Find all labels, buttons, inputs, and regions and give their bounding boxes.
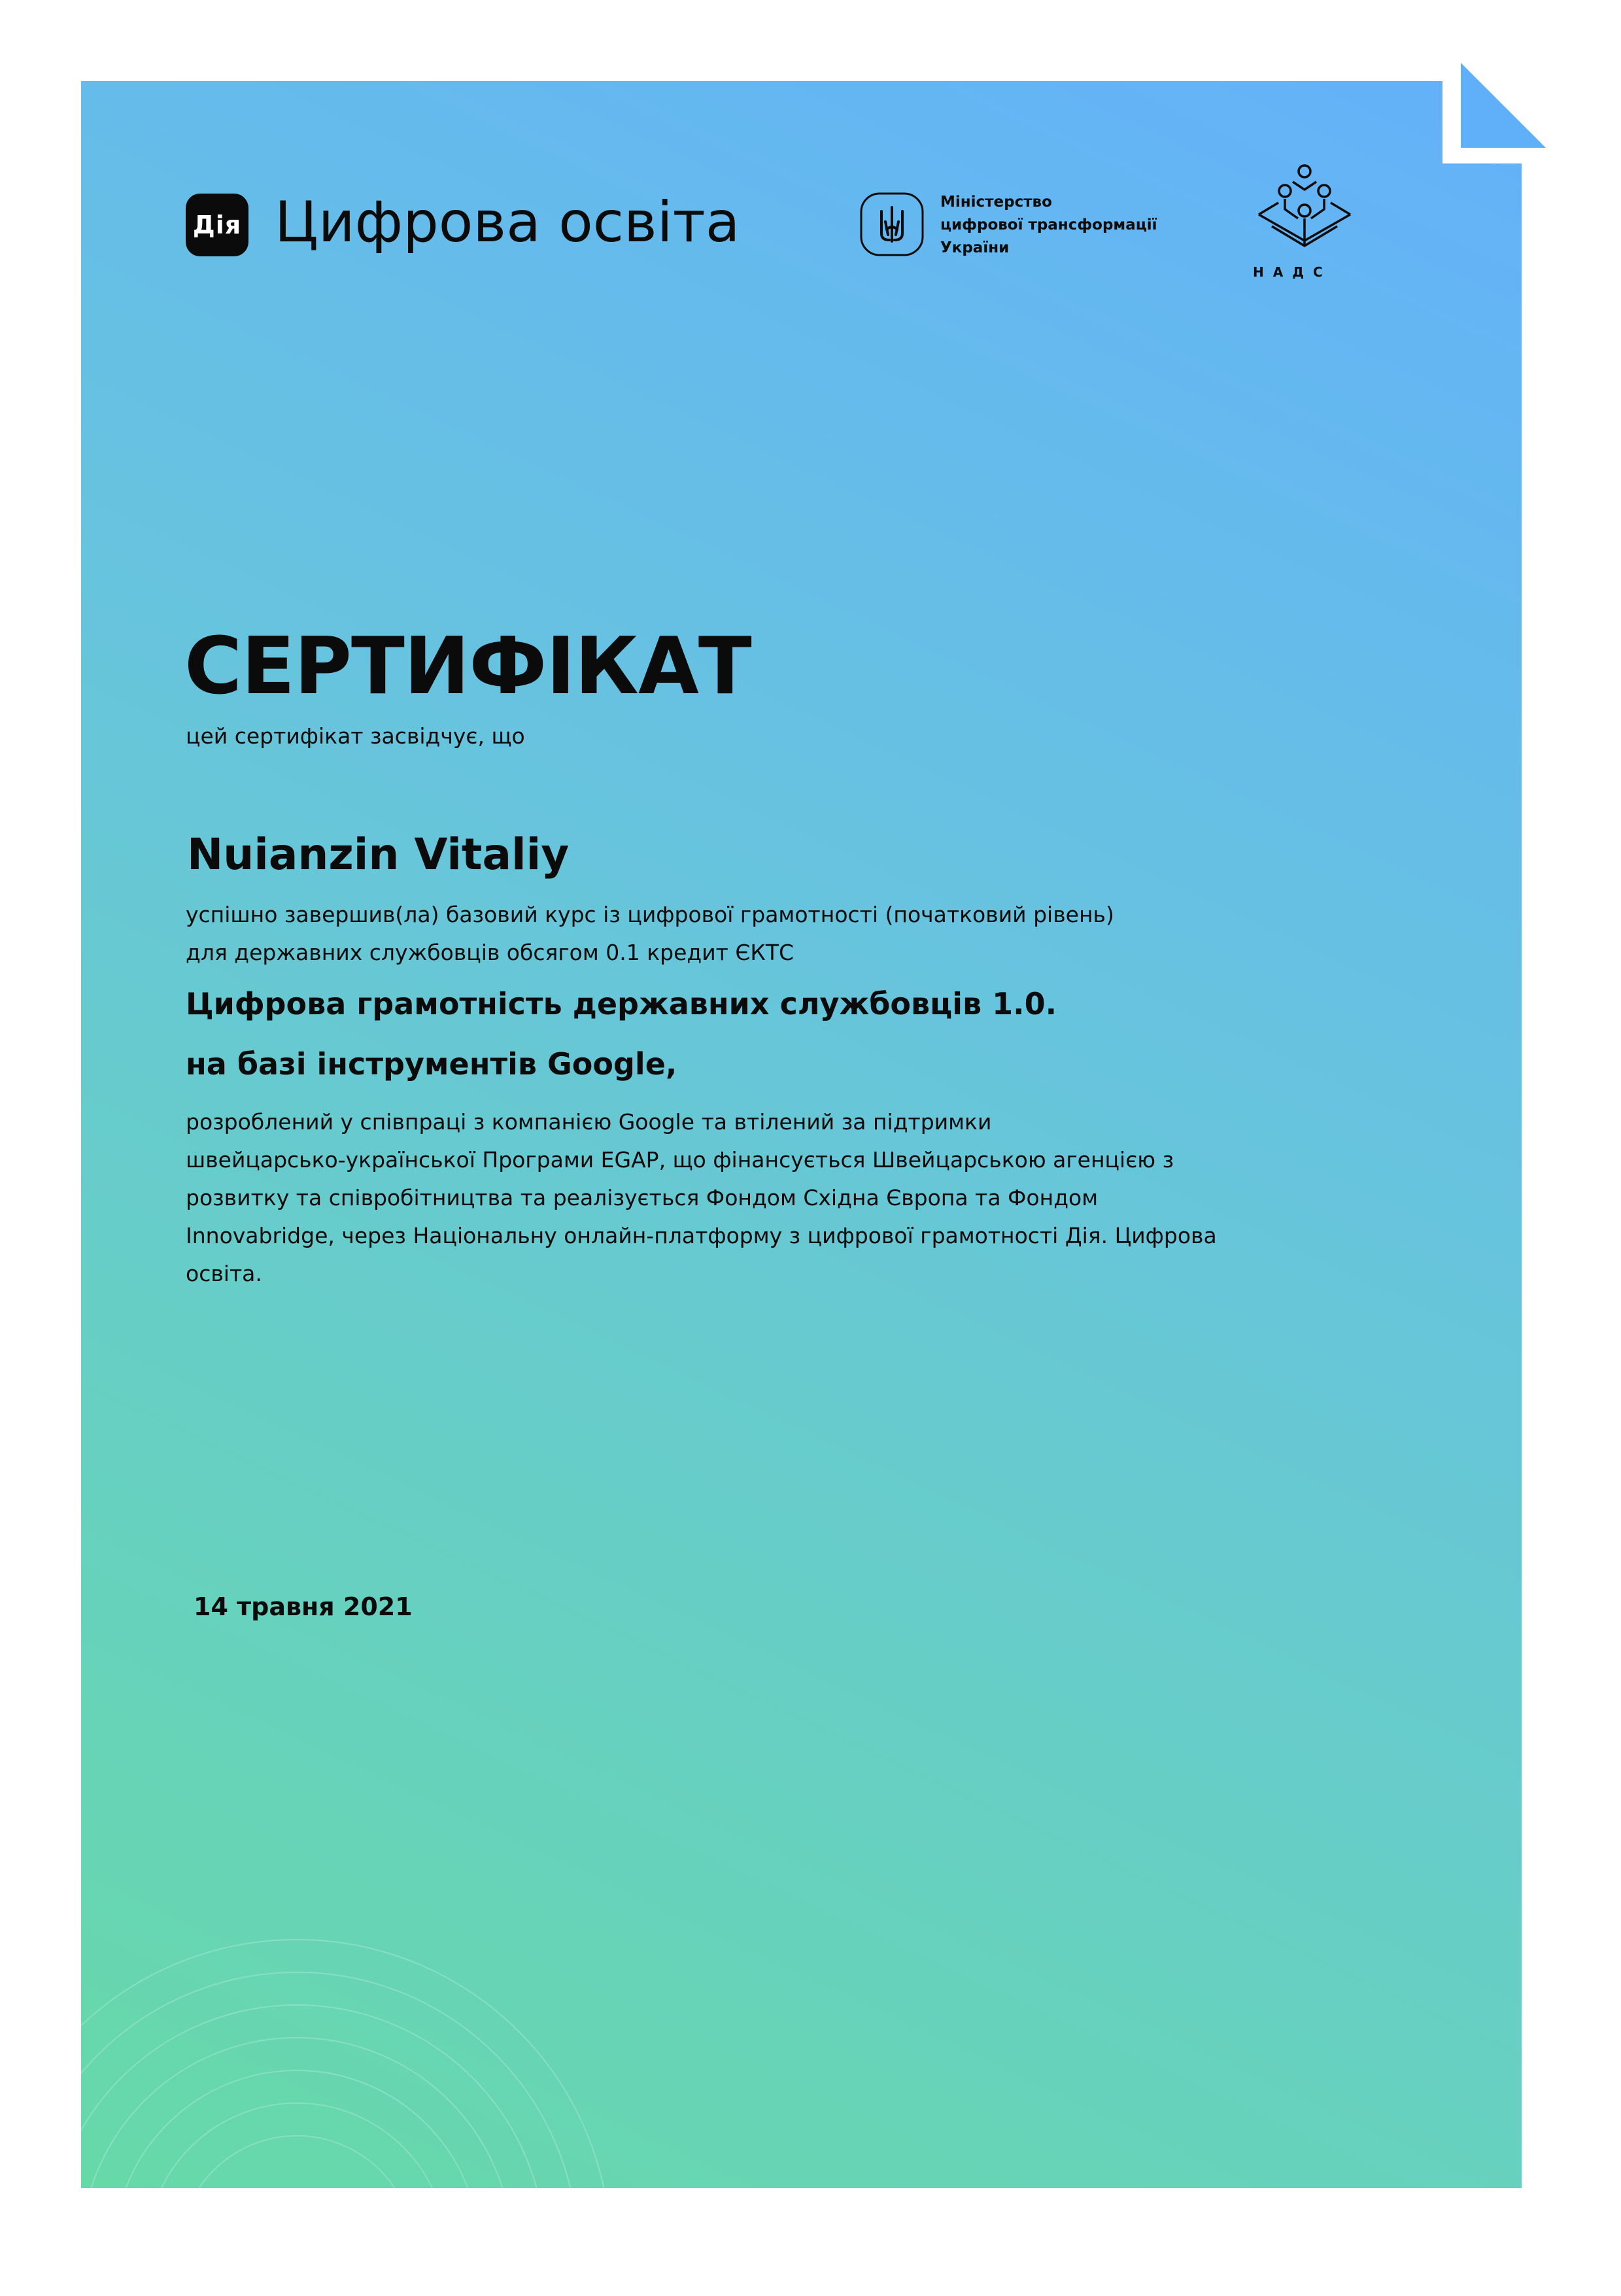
brand-title: Цифрова освіта (275, 190, 740, 255)
ministry-line-1: Міністерство (940, 194, 1052, 211)
description-line-2: швейцарсько-української Програми EGAP, що фінансується Швейцарською агенцією з (186, 1147, 1174, 1173)
course-title-line-2: на базі інструментів Google, (186, 1046, 677, 1082)
ministry-name (940, 191, 1228, 260)
recipient-name: Nuianzin Vitaliy (187, 829, 570, 880)
nads-label: НАДС (1253, 264, 1332, 280)
dia-logo-text: Дія (192, 211, 242, 239)
course-title-line-1: Цифрова грамотність державних службовців 1.0. (186, 986, 1057, 1021)
description-line-3: розвитку та співробітництва та реалізується Фондом Східна Європа та Фондом (186, 1185, 1099, 1210)
completion-line-2: для державних службовців обсягом 0.1 кредит ЄКТС (186, 940, 794, 965)
description-line-4: Innovabridge, через Національну онлайн-платформу з цифрової грамотності Дія. Цифрова (186, 1223, 1217, 1248)
decorative-arcs (81, 1848, 670, 2188)
completion-line-1: успішно завершив(ла) базовий курс із цифрової грамотності (початковий рівень) (186, 902, 1114, 927)
page-corner-fold (1461, 63, 1546, 148)
nads-logo-icon (1246, 163, 1363, 262)
completion-text (186, 896, 1114, 972)
course-description (186, 1103, 1217, 1293)
dia-logo (186, 194, 248, 256)
description-line-1: розроблений у співпраці з компанією Google та втілений за підтримки (186, 1109, 992, 1135)
description-line-5: освіта. (186, 1261, 262, 1286)
trident-emblem-icon (859, 192, 925, 257)
certificate-title: СЕРТИФІКАТ (184, 621, 751, 712)
ministry-line-3: України (940, 239, 1010, 256)
certificate-subtitle: цей сертифікат засвідчує, що (186, 723, 525, 749)
issue-date: 14 травня 2021 (194, 1592, 413, 1621)
ministry-line-2: цифрової трансформації (940, 216, 1157, 233)
